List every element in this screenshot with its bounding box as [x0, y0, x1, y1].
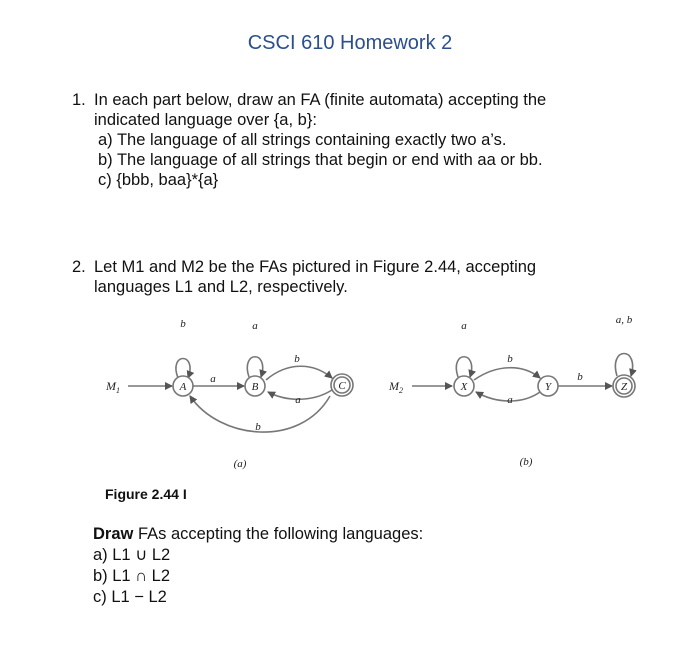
figure-sublabel: (b)	[519, 456, 533, 468]
transition-label: a	[252, 320, 258, 332]
figure-caption-text: Figure 2.44	[105, 486, 179, 502]
page-title: CSCI 610 Homework 2	[247, 32, 453, 54]
machine-label: $M_2$	[389, 379, 403, 395]
transition-label: a, b	[615, 314, 633, 326]
transition-label: a	[210, 373, 216, 385]
transition-label: b	[577, 371, 583, 383]
state-label: Y	[544, 381, 552, 393]
figure-2-44	[0, 300, 700, 480]
question-part-a: a) The language of all strings containing exactly two a’s.	[98, 131, 507, 149]
transition-label: a	[461, 320, 467, 332]
question-text-line: languages L1 and L2, respectively.	[94, 278, 348, 296]
transition-x-y	[474, 368, 540, 380]
question-part-b: b) The language of all strings that begin or end with aa or bb.	[98, 151, 543, 169]
draw-heading-bold: Draw	[93, 525, 134, 543]
figure-caption	[105, 486, 187, 502]
transition-label: b	[507, 353, 513, 365]
question-number: 1.	[72, 91, 86, 109]
state-label: B	[251, 381, 259, 393]
question-text-line: indicated language over {a, b}:	[94, 111, 317, 129]
state-label: X	[460, 381, 468, 393]
draw-instructions	[93, 524, 423, 608]
transition-b-c	[266, 366, 332, 380]
draw-item-c: c) L1 − L2	[93, 588, 167, 606]
state-label: A	[179, 381, 187, 393]
question-number: 2.	[72, 258, 86, 276]
state-label: C	[338, 380, 346, 392]
transition-a-loop	[176, 359, 190, 379]
draw-item-b: b) L1 ∩ L2	[93, 567, 170, 585]
state-label: Z	[620, 381, 628, 393]
question-part-c: c) {bbb, baa}*{a}	[98, 171, 219, 189]
automaton-m1	[128, 357, 353, 432]
automaton-m2	[412, 354, 635, 402]
transition-label: b	[180, 318, 186, 330]
machine-label: $M_1$	[106, 379, 120, 395]
transition-z-loop	[615, 354, 632, 377]
draw-heading-rest: FAs accepting the following languages:	[133, 525, 424, 543]
transition-label: b	[294, 353, 300, 365]
draw-item-a: a) L1 ∪ L2	[93, 546, 171, 564]
transition-label: a	[507, 394, 513, 406]
transition-label: a	[295, 394, 301, 406]
figure-sublabel: (a)	[233, 458, 247, 470]
draw-heading	[93, 524, 423, 545]
transition-label: b	[255, 421, 261, 433]
figure-caption-bar: I	[182, 486, 187, 502]
transition-x-loop	[456, 357, 471, 377]
question-text-line: Let M1 and M2 be the FAs pictured in Figure 2.44, accepting	[94, 258, 537, 276]
question-text-line: In each part below, draw an FA (finite automata) accepting the	[94, 91, 547, 109]
transition-b-loop	[247, 357, 262, 377]
